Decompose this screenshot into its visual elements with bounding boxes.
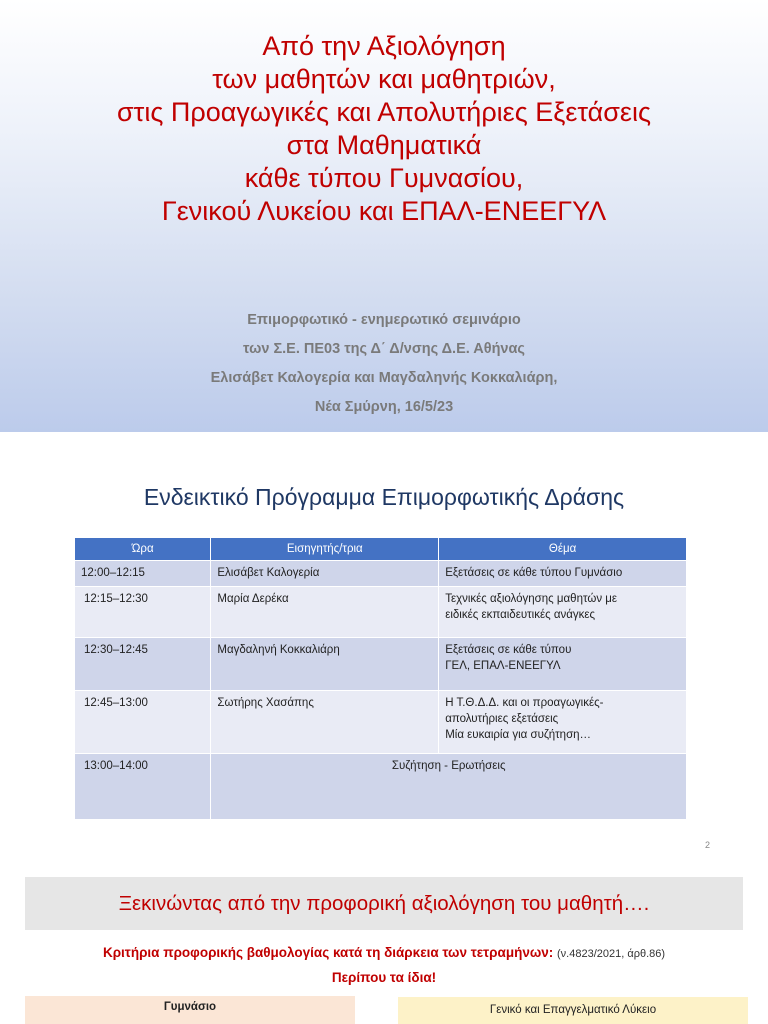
cell-time: 12:30–12:45 [75,638,211,691]
slide-subtitle [0,306,768,422]
criteria-heading [0,945,768,960]
table-row [75,754,687,819]
header-speaker: Εισηγητής/τρια [211,538,439,561]
criteria-reference: (ν.4823/2021, άρθ.86) [557,948,666,960]
topic-line: Η Τ.Θ.Δ.Δ. και οι προαγωγικές- [445,697,604,709]
topic-line: Εξετάσεις σε κάθε τύπου [445,644,572,656]
subtitle-line: Ελισάβετ Καλογερία και Μαγδαληνής Κοκκαλιάρη, [210,370,558,386]
title-slide [0,0,768,432]
header-time: Ώρα [75,538,211,561]
cell-time: 13:00–14:00 [75,754,211,819]
title-line: στις Προαγωγικές και Απολυτήριες Εξετάσεις [117,97,651,127]
topic-line: ειδικές εκπαιδευτικές ανάγκες [445,609,596,621]
subtitle-line: Νέα Σμύρνη, 16/5/23 [314,399,454,415]
topic-line: απολυτήριες εξετάσεις [445,713,559,725]
table-header-row [75,538,687,561]
cell-topic [439,691,687,754]
program-slide [0,432,768,864]
gymnasium-column-header: Γυμνάσιο [25,996,355,1024]
table-row [75,691,687,754]
table-row [75,587,687,638]
title-line: των μαθητών και μαθητριών, [212,64,556,94]
page-number: 2 [705,840,711,850]
title-line: Από την Αξιολόγηση [262,31,506,61]
section-banner: Ξεκινώντας από την προφορική αξιολόγηση του μαθητή…. [25,877,743,930]
cell-time: 12:00–12:15 [75,561,211,587]
schedule-table [75,538,687,819]
topic-line: ΓΕΛ, ΕΠΑΛ-ΕΝΕΕΓΥΛ [445,660,561,672]
approx-note: Περίπου τα ίδια! [331,970,437,985]
cell-speaker: Σωτήρης Χασάπης [211,691,439,754]
slide-title [0,30,768,228]
criteria-text: Κριτήρια προφορικής βαθμολογίας κατά τη διάρκεια των τετραμήνων: [102,945,554,960]
subtitle-line: Επιμορφωτικό - ενημερωτικό σεμινάριο [247,312,521,328]
table-row [75,638,687,691]
cell-topic [439,638,687,691]
cell-speaker: Ελισάβετ Καλογερία [211,561,439,587]
cell-discussion: Συζήτηση - Ερωτήσεις [211,754,687,819]
cell-time: 12:45–13:00 [75,691,211,754]
table-row [75,561,687,587]
topic-line: Τεχνικές αξιολόγησης μαθητών με [445,593,618,605]
cell-topic [439,587,687,638]
cell-speaker: Μαγδαληνή Κοκκαλιάρη [211,638,439,691]
cell-speaker: Μαρία Δερέκα [211,587,439,638]
program-title: Ενδεικτικό Πρόγραμμα Επιμορφωτικής Δράσης [143,484,625,510]
subtitle-line: των Σ.Ε. ΠΕ03 της Δ΄ Δ/νσης Δ.Ε. Αθήνας [243,341,525,357]
title-line: Γενικού Λυκείου και ΕΠΑΛ-ΕΝΕΕΓΥΛ [161,196,607,226]
cell-time: 12:15–12:30 [75,587,211,638]
cell-topic: Εξετάσεις σε κάθε τύπου Γυμνάσιο [439,561,687,587]
title-line: κάθε τύπου Γυμνασίου, [244,163,524,193]
lyceum-column-header: Γενικό και Επαγγελματικό Λύκειο [398,997,748,1024]
topic-line: Μία ευκαιρία για συζήτηση… [445,729,592,741]
title-line: στα Μαθηματικά [286,130,482,160]
header-topic: Θέμα [439,538,687,561]
